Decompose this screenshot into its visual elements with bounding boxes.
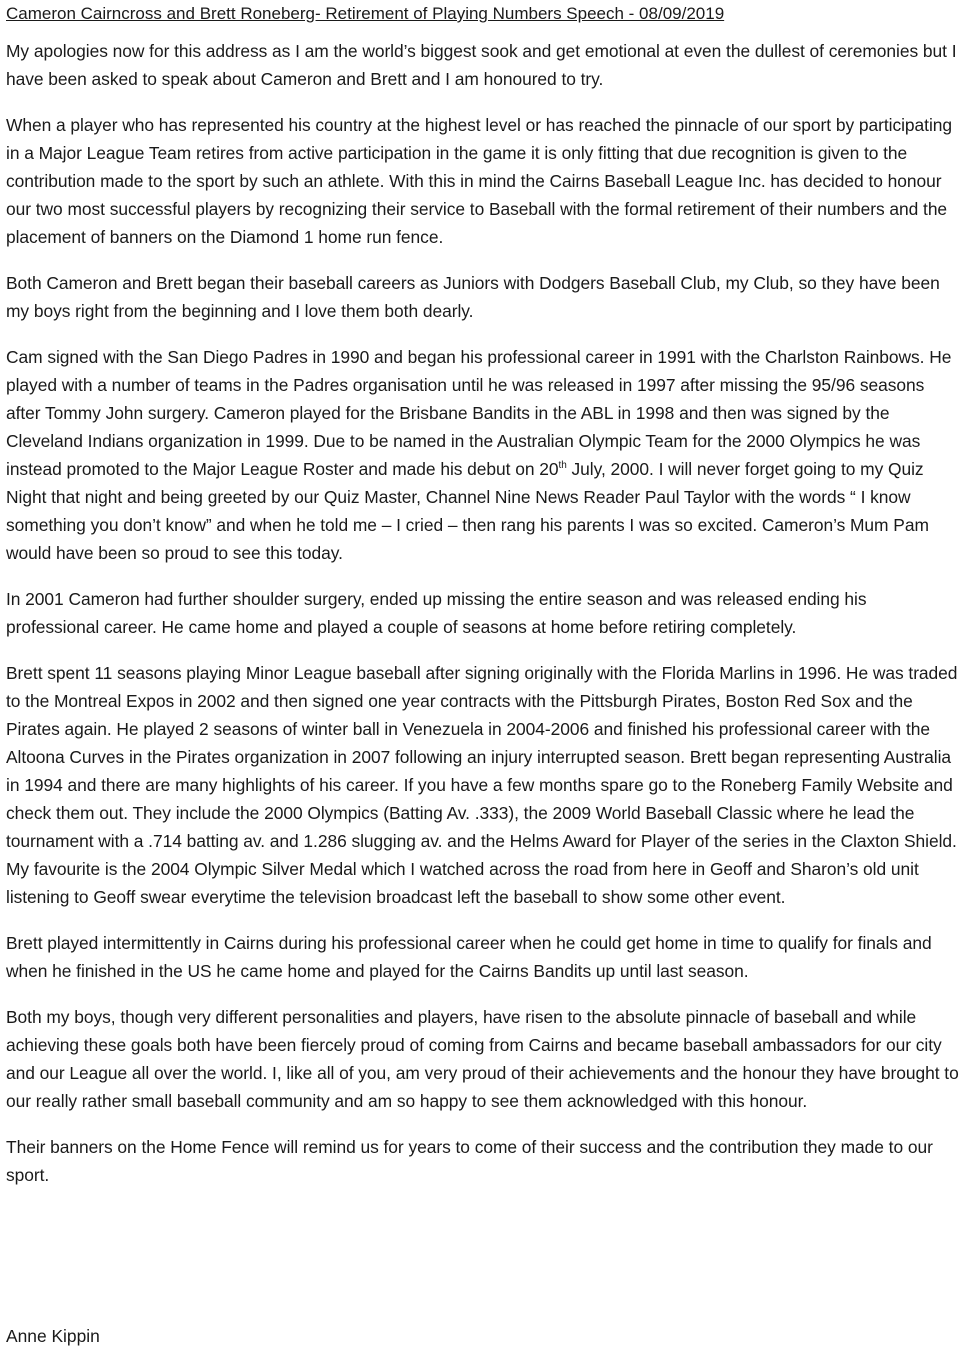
paragraph-juniors: Both Cameron and Brett began their baseball careers as Juniors with Dodgers Baseball Club, my Club, so they have been my boys right from the beginning and I love them both dearly. — [6, 273, 940, 321]
paragraph-brett-career: Brett spent 11 seasons playing Minor League baseball after signing originally with the Florida Marlins in 1996. He was traded to the Montreal Expos in 2002 and then signed one year contracts with the Pittsburgh Pirates, Boston Red Sox and the Pirates again. He played 2 seasons of winter ball in Venezuela in 2004-2006 and finished his professional career with the Altoona Curves in the Pirates organization in 2007 following an injury interrupted season. Brett began representing Australia in 1994 and there are many highlights of his career. If you have a few months spare go to the Roneberg Family Website and check them out. They include the 2000 Olympics (Batting Av. .333), the 2009 World Baseball Classic where he lead the tournament with a .714 batting av. and 1.286 slugging av. and the Helms Award for Player of the series in the Claxton Shield. My favourite is the 2004 Olympic Silver Medal which I watched across the road from here in Geoff and Sharon’s old unit listening to Geoff swear everytime the television broadcast left the baseball to show some other event. — [6, 663, 958, 907]
paragraph-cameron-retirement: In 2001 Cameron had further shoulder surgery, ended up missing the entire season and was released ending his professional career. He came home and played a couple of seasons at home before retiring completely. — [6, 589, 867, 637]
paragraph-apology: My apologies now for this address as I am the world’s biggest sook and get emotional at even the dullest of ceremonies but I have been asked to speak about Cameron and Brett and I am honoured to try. — [6, 41, 957, 89]
signature-name: Anne Kippin — [6, 1326, 100, 1346]
paragraph-brett-cairns: Brett played intermittently in Cairns during his professional career when he could get home in time to qualify for finals and when he finished in the US he came home and played for the Cairns Bandits up until last season. — [6, 933, 932, 981]
paragraph-recognition: When a player who has represented his country at the highest level or has reached the pinnacle of our sport by participating in a Major League Team retires from active participation in the game it is only fitting that due recognition is given to the contribution made to the sport by such an athlete. With this in mind the Cairns Baseball League Inc. has decided to honour our two most successful players by recognizing their service to Baseball with the formal retirement of their numbers and the placement of banners on the Diamond 1 home run fence. — [6, 115, 953, 247]
paragraph-cameron-career-part1: Cam signed with the San Diego Padres in 1990 and began his professional career in 1991 with the Charlston Rainbows. He played with a number of teams in the Padres organisation until he was released in 1997 after missing the 95/96 seasons after Tommy John surgery. Cameron played for the Brisbane Bandits in the ABL in 1998 and then was signed by the Cleveland Indians organization in 1999. Due to be named in the Australian Olympic Team for the 2000 Olympics he was instead promoted to the Major League Roster and made his debut on 20 — [6, 347, 952, 479]
document-body — [6, 0, 959, 1207]
paragraph-cameron-career-part2: July, 2000. I will never forget going to my Quiz Night that night and being greeted by our Quiz Master, Channel Nine News Reader Paul Taylor with the words “ I know something you don’t know” and when he told me – I cried – then rang his parents I was so excited. Cameron’s Mum Pam would have been so proud to see this today. — [6, 459, 929, 563]
ordinal-suffix: th — [558, 460, 567, 472]
paragraph-both-boys: Both my boys, though very different personalities and players, have risen to the absolute pinnacle of baseball and while achieving these goals both have been fiercely proud of coming from Cairns and became baseball ambassadors for our city and our League all over the world. I, like all of you, am very proud of their achievements and the honour they have brought to our really rather small baseball community and am so happy to see them acknowledged with this honour. — [6, 1007, 959, 1111]
document-title: Cameron Cairncross and Brett Roneberg- Retirement of Playing Numbers Speech - 08/09/2019 — [6, 4, 725, 23]
paragraph-banners: Their banners on the Home Fence will remind us for years to come of their success and the contribution they made to our sport. — [6, 1137, 933, 1185]
paragraph-cameron-career — [6, 343, 959, 567]
